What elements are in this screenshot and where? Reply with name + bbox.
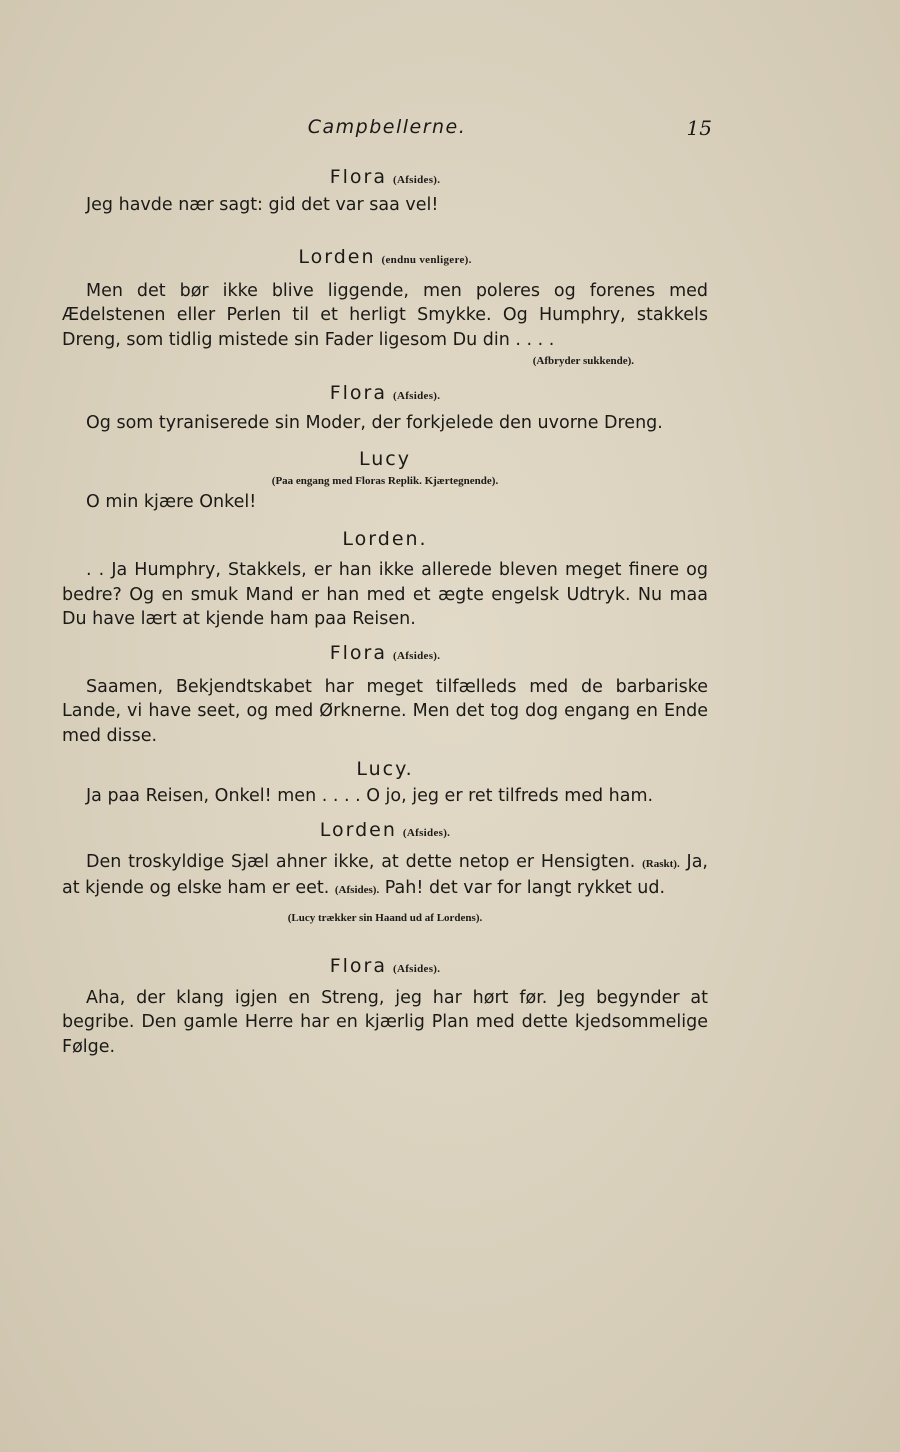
speaker-heading: Lucy. (356, 758, 414, 780)
stage-direction: (Raskt). (642, 857, 680, 870)
speaker-heading: Lorden. (342, 528, 428, 550)
speaker-heading: Lorden (endnu venligere). (298, 245, 472, 268)
speaker-heading: Flora (Afsides). (329, 166, 441, 188)
stage-direction: (Afsides). (392, 390, 441, 402)
stage-direction: (Paa engang med Floras Replik. Kjærtegnende). (271, 474, 499, 487)
stage-direction: (Afsides). (392, 962, 441, 975)
stage-direction: (Afsides). (392, 649, 441, 662)
stage-direction: (Lucy trækker sin Haand ud af Lordens). (287, 911, 483, 924)
running-head (62, 116, 712, 146)
stage-direction: (Afsides). (334, 884, 380, 896)
speech: Saamen, Bekjendtskabet har meget tilfælleds med de barbariske Lande, vi have seet, og med Ørknerne. Men det tog dog engang en Ende med disse. (62, 676, 708, 746)
speaker-heading: Lorden (Afsides). (319, 818, 451, 841)
speaker-heading: Lucy (359, 447, 411, 470)
speaker-heading: Flora (Afsides). (329, 641, 441, 664)
stage-direction: (Afsides). (402, 826, 451, 839)
page-number: 15 (686, 116, 712, 140)
play-text (62, 164, 708, 1059)
stage-direction: (Afsides). (392, 174, 441, 186)
speech: Ja paa Reisen, Onkel! men . . . . O jo, jeg er ret tilfreds med ham. (86, 786, 654, 806)
stage-direction: (endnu venligere). (381, 253, 472, 266)
speech: Aha, der klang igjen en Streng, jeg har hørt før. Jeg begynder at begribe. Den gamle Herre har en kjærlig Plan med dette kjedsommelige Følge. (62, 987, 708, 1057)
speaker-heading: Flora (Afsides). (329, 382, 441, 404)
speech: O min kjære Onkel! (86, 491, 257, 512)
speaker-heading: Flora (Afsides). (329, 954, 441, 977)
speech: Og som tyraniserede sin Moder, der forkjelede den uvorne Dreng. (86, 413, 663, 433)
stage-direction: (Afbryder sukkende). (532, 355, 634, 367)
running-title: Campbellerne. (307, 116, 467, 138)
speech: Den troskyldige Sjæl ahner ikke, at dette netop er Hensigten. (Raskt). Ja, at kjende og elske ham er eet. (Afsides). Pah! det var for langt rykket ud. (62, 851, 708, 898)
speech: Men det bør ikke blive liggende, men poleres og forenes med Ædelstenen eller Perlen til et herligt Smykke. Og Humphry, stakkels Dreng, som tidlig mistede sin Fader ligesom Du din . . . . (62, 280, 708, 350)
speech: Jeg havde nær sagt: gid det var saa vel! (86, 195, 439, 215)
speech: . . Ja Humphry, Stakkels, er han ikke allerede bleven meget finere og bedre? Og en smuk Mand er han med et ægte engelsk Udtryk. Nu maa Du have lært at kjende ham paa Reisen. (62, 560, 708, 629)
